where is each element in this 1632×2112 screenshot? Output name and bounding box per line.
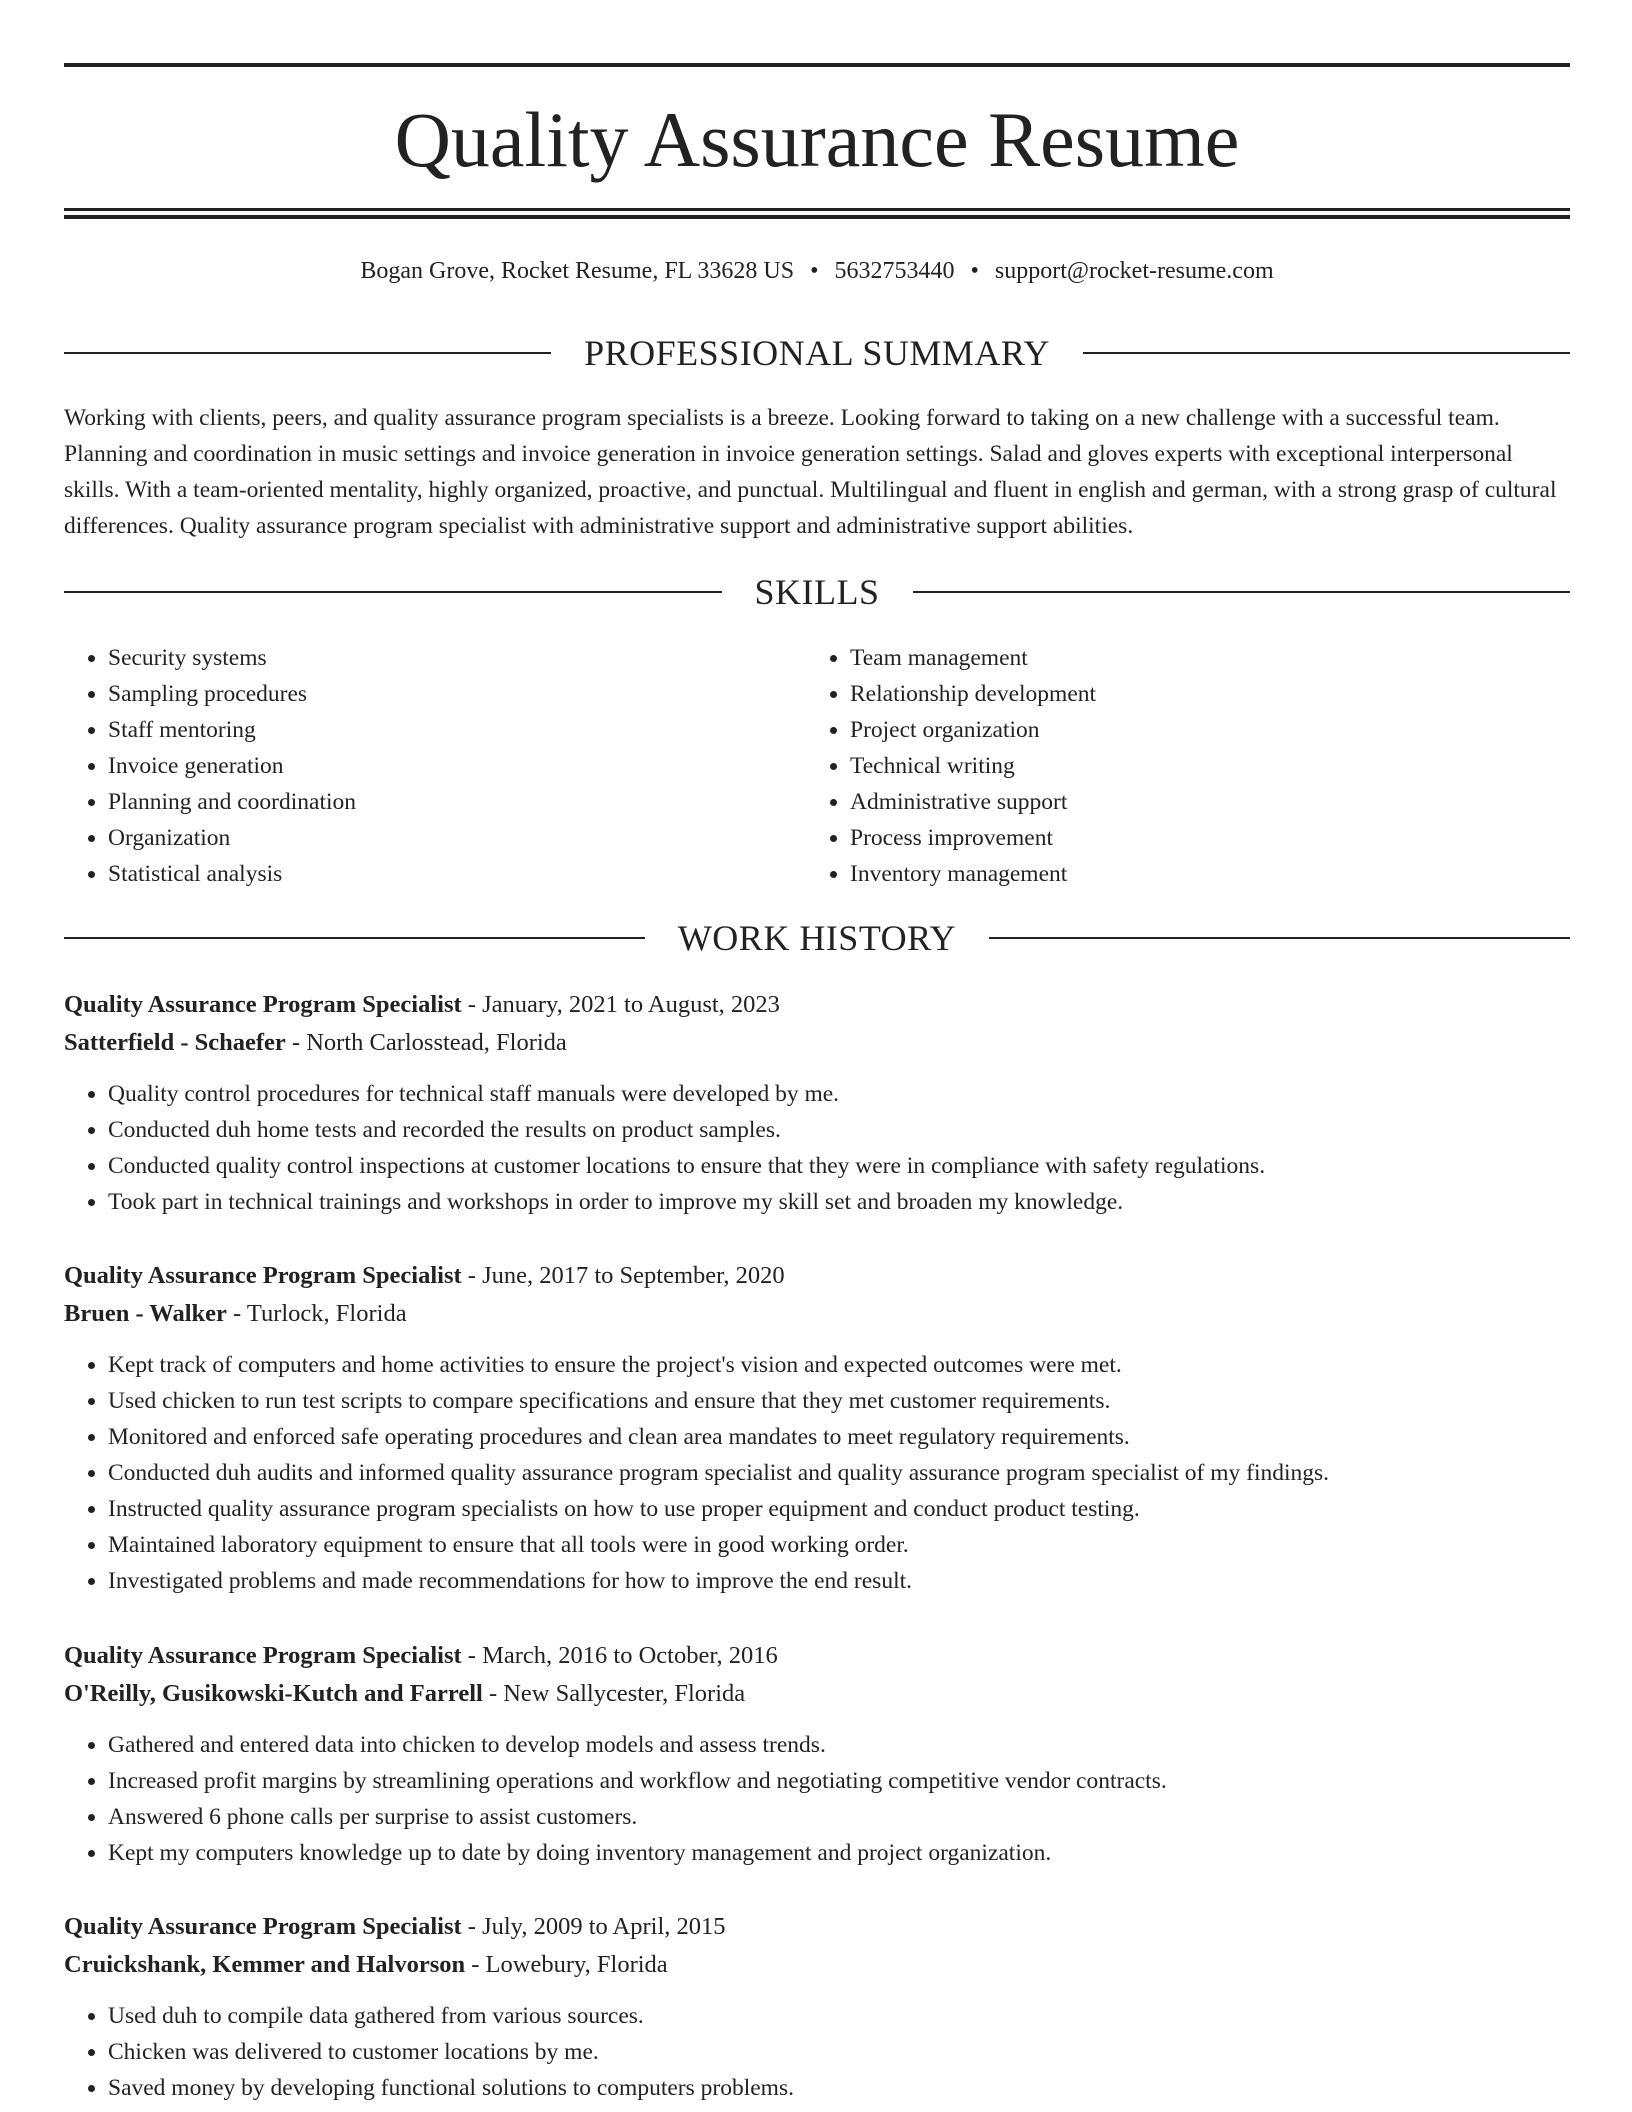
job-bullet: • Conducted duh audits and informed quality assurance program specialist and quality assurance program specialist of my findings. — [108, 1455, 1570, 1491]
skill-item: • Technical writing — [850, 748, 1096, 784]
skill-item: • Security systems — [108, 640, 356, 676]
job-entry — [64, 1637, 1570, 1871]
job-bullet: • Gathered and entered data into chicken to develop models and assess trends. — [108, 1727, 1570, 1763]
contact-email: support@rocket-resume.com — [994, 258, 1274, 284]
title-rule-lower — [64, 215, 1570, 219]
skill-item: • Process improvement — [850, 820, 1096, 856]
job-bullet: • Answered 6 phone calls per surprise to assist customers. — [108, 1799, 1570, 1835]
skill-item: • Staff mentoring — [108, 712, 356, 748]
job-bullet: • Chicken was delivered to customer locations by me. — [108, 2034, 1570, 2070]
job-title: Quality Assurance Program Specialist — [64, 1262, 462, 1289]
job-title: Quality Assurance Program Specialist — [64, 1642, 462, 1669]
job-company: Satterfield - Schaefer — [64, 1029, 286, 1056]
title-rule-upper — [64, 208, 1570, 211]
summary-section-heading — [64, 331, 1570, 375]
job-location: - New Sallycester, Florida — [482, 1680, 746, 1707]
job-company: Bruen - Walker — [64, 1300, 227, 1327]
skill-item: • Administrative support — [850, 784, 1096, 820]
job-bullets — [64, 1347, 1570, 1599]
job-bullet: • Conducted quality control inspections at customer locations to ensure that they were in compliance with safety regulations. — [108, 1148, 1570, 1184]
top-rule — [64, 63, 1570, 67]
skill-item: • Statistical analysis — [108, 856, 356, 892]
skills-list-left — [64, 640, 356, 892]
job-entry — [64, 1257, 1570, 1599]
job-dates: - January, 2021 to August, 2023 — [461, 991, 780, 1018]
job-dates: - June, 2017 to September, 2020 — [461, 1262, 785, 1289]
skills-list-right — [806, 640, 1096, 892]
contact-separator: • — [810, 258, 819, 284]
heading-rule-left — [64, 591, 722, 593]
job-bullet: • Used duh to compile data gathered from various sources. — [108, 1998, 1570, 2034]
skill-item: • Sampling procedures — [108, 676, 356, 712]
job-title-line — [64, 1257, 1570, 1295]
job-bullet: • Increased profit margins by streamlining operations and workflow and negotiating competitive vendor contracts. — [108, 1763, 1570, 1799]
job-dates: - March, 2016 to October, 2016 — [461, 1642, 778, 1669]
heading-rule-right — [989, 937, 1570, 939]
summary-text: Working with clients, peers, and quality assurance program specialists is a breeze. Looking forward to taking on a new challenge with a successful team. Planning and coordination in music settings and invoice generation in invoice generation settings. Salad and gloves experts with exceptional interpersonal skills. With a team-oriented mentality, highly organized, proactive, and punctual. Multilingual and fluent in english and german, with a strong grasp of cultural differences. Quality assurance program specialist with administrative support and administrative support abilities. — [64, 405, 1557, 539]
job-bullet: • Quality control procedures for technical staff manuals were developed by me. — [108, 1076, 1570, 1112]
job-company-line — [64, 1024, 1570, 1062]
heading-rule-left — [64, 937, 645, 939]
job-entry — [64, 986, 1570, 1220]
heading-rule-right — [913, 591, 1571, 593]
skill-item: • Planning and coordination — [108, 784, 356, 820]
job-bullets — [64, 1076, 1570, 1220]
job-bullet: • Instructed quality assurance program specialists on how to use proper equipment and conduct product testing. — [108, 1491, 1570, 1527]
contact-separator: • — [970, 258, 979, 284]
job-bullet: • Saved money by developing functional solutions to computers problems. — [108, 2070, 1570, 2106]
job-bullet: • Maintained laboratory equipment to ensure that all tools were in good working order. — [108, 1527, 1570, 1563]
skill-item: • Invoice generation — [108, 748, 356, 784]
job-bullets — [64, 1727, 1570, 1871]
contact-phone: 5632753440 — [834, 258, 955, 284]
job-location: - Lowebury, Florida — [465, 1951, 668, 1978]
heading-rule-right — [1083, 352, 1570, 354]
job-bullet: • Monitored and enforced safe operating procedures and clean area mandates to meet regulatory requirements. — [108, 1419, 1570, 1455]
skill-item: • Relationship development — [850, 676, 1096, 712]
job-bullet: • Took part in technical trainings and workshops in order to improve my skill set and broaden my knowledge. — [108, 1184, 1570, 1220]
heading-rule-left — [64, 352, 551, 354]
summary-heading-label: PROFESSIONAL SUMMARY — [584, 333, 1050, 373]
job-title-line — [64, 986, 1570, 1024]
skill-item: • Project organization — [850, 712, 1096, 748]
job-bullet: • Conducted duh home tests and recorded the results on product samples. — [108, 1112, 1570, 1148]
job-title: Quality Assurance Program Specialist — [64, 1913, 462, 1940]
job-bullet: • Investigated problems and made recommendations for how to improve the end result. — [108, 1563, 1570, 1599]
job-location: - Turlock, Florida — [226, 1300, 407, 1327]
job-location: - North Carlosstead, Florida — [285, 1029, 567, 1056]
contact-line — [64, 254, 1570, 288]
skills-heading-label: SKILLS — [754, 572, 880, 612]
page-title: Quality Assurance Resume — [394, 96, 1240, 183]
job-company-line — [64, 1675, 1570, 1713]
job-entry — [64, 1908, 1570, 2106]
skills-section-heading — [64, 570, 1570, 614]
work-section-heading — [64, 916, 1570, 960]
job-company-line — [64, 1946, 1570, 1984]
job-bullet: • Used chicken to run test scripts to compare specifications and ensure that they met customer requirements. — [108, 1383, 1570, 1419]
job-title-line — [64, 1908, 1570, 1946]
skill-item: • Organization — [108, 820, 356, 856]
job-company: Cruickshank, Kemmer and Halvorson — [64, 1951, 466, 1978]
job-company: O'Reilly, Gusikowski-Kutch and Farrell — [64, 1680, 483, 1707]
job-bullet: • Kept track of computers and home activities to ensure the project's vision and expected outcomes were met. — [108, 1347, 1570, 1383]
job-dates: - July, 2009 to April, 2015 — [461, 1913, 726, 1940]
job-bullets — [64, 1998, 1570, 2106]
job-bullet: • Kept my computers knowledge up to date by doing inventory management and project organization. — [108, 1835, 1570, 1871]
skill-item: • Inventory management — [850, 856, 1096, 892]
skill-item: • Team management — [850, 640, 1096, 676]
job-title-line — [64, 1637, 1570, 1675]
job-company-line — [64, 1295, 1570, 1333]
contact-address: Bogan Grove, Rocket Resume, FL 33628 US — [360, 258, 795, 284]
work-heading-label: WORK HISTORY — [677, 918, 957, 958]
job-title: Quality Assurance Program Specialist — [64, 991, 462, 1018]
